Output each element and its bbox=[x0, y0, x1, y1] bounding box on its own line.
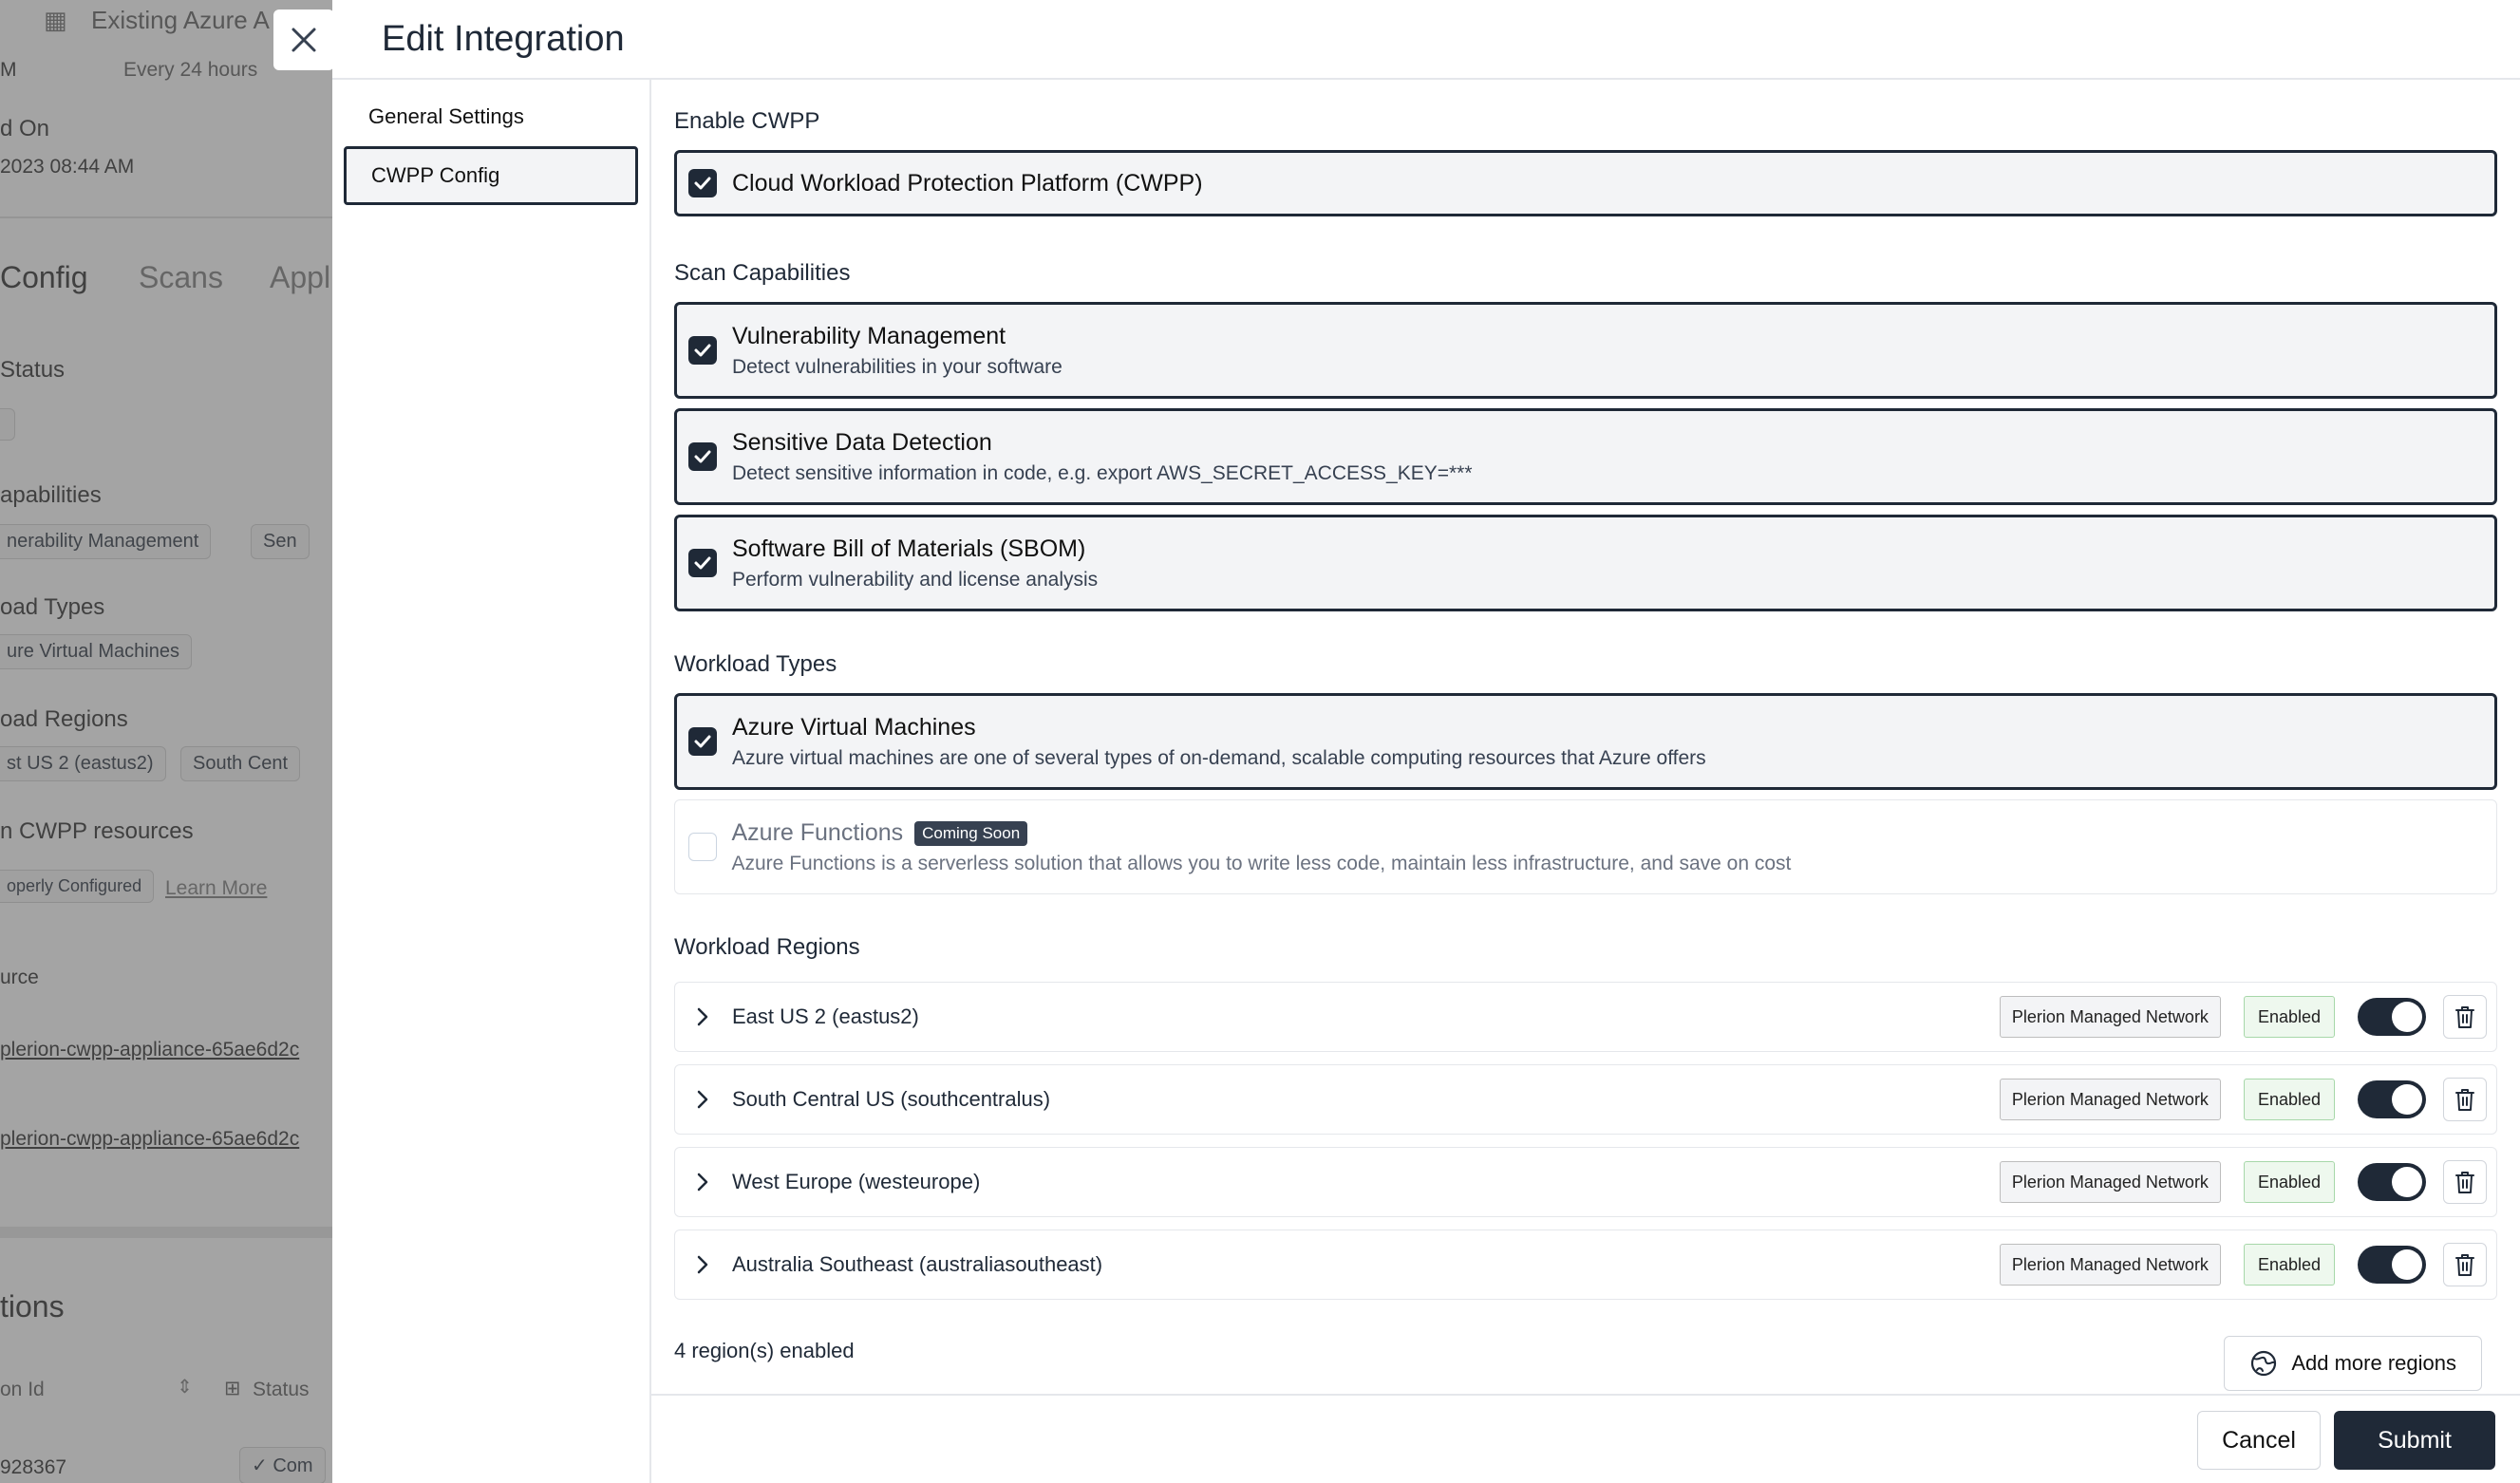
option-label: Vulnerability Management bbox=[732, 322, 1006, 349]
delete-region-button[interactable] bbox=[2443, 995, 2487, 1039]
expand-region-button[interactable] bbox=[688, 1255, 717, 1274]
expand-region-button[interactable] bbox=[688, 1007, 717, 1026]
workload-option-azure-functions bbox=[674, 799, 2497, 894]
add-more-regions-button[interactable] bbox=[2224, 1336, 2482, 1391]
trash-icon bbox=[2454, 1170, 2476, 1194]
option-description: Detect sensitive information in code, e.g. export AWS_SECRET_ACCESS_KEY=*** bbox=[732, 461, 1473, 484]
network-badge: Plerion Managed Network bbox=[2000, 1244, 2221, 1286]
option-text bbox=[732, 323, 1063, 379]
region-name: South Central US (southcentralus) bbox=[732, 1087, 1051, 1111]
nav-item-cwpp-config[interactable]: CWPP Config bbox=[344, 146, 638, 205]
chevron-right-icon bbox=[696, 1090, 709, 1109]
toggle-knob bbox=[2392, 1084, 2422, 1115]
toggle-knob bbox=[2392, 1002, 2422, 1032]
option-description: Azure Functions is a serverless solution that allows you to write less code, maintain less infrastructure, and save on cost bbox=[731, 852, 1792, 874]
region-list bbox=[674, 982, 2497, 1300]
option-text bbox=[732, 819, 1792, 875]
check-icon bbox=[693, 554, 712, 573]
option-label: Software Bill of Materials (SBOM) bbox=[732, 535, 1086, 562]
close-icon bbox=[290, 26, 318, 54]
option-label bbox=[732, 819, 1792, 847]
network-badge: Plerion Managed Network bbox=[2000, 1079, 2221, 1120]
workload-regions-title: Workload Regions bbox=[674, 934, 860, 960]
panel-footer bbox=[651, 1394, 2520, 1483]
region-toggle[interactable] bbox=[2358, 1246, 2426, 1284]
close-button[interactable] bbox=[273, 9, 334, 70]
region-row bbox=[674, 1064, 2497, 1135]
option-label: Azure Virtual Machines bbox=[732, 713, 976, 741]
edit-integration-panel bbox=[332, 0, 2520, 1483]
cancel-button[interactable]: Cancel bbox=[2197, 1411, 2321, 1470]
coming-soon-badge: Coming Soon bbox=[914, 821, 1027, 846]
workload-types-title: Workload Types bbox=[674, 651, 837, 677]
region-count: 4 region(s) enabled bbox=[674, 1339, 855, 1362]
trash-icon bbox=[2454, 1252, 2476, 1277]
status-badge: Enabled bbox=[2244, 1244, 2335, 1286]
nav-item-general-settings[interactable]: General Settings bbox=[368, 104, 524, 128]
region-name: West Europe (westeurope) bbox=[732, 1170, 981, 1193]
delete-region-button[interactable] bbox=[2443, 1243, 2487, 1286]
check-icon bbox=[693, 447, 712, 466]
region-name: East US 2 (eastus2) bbox=[732, 1004, 919, 1028]
sensitive-data-checkbox[interactable] bbox=[688, 442, 717, 471]
option-label: Sensitive Data Detection bbox=[732, 428, 992, 456]
option-text bbox=[732, 535, 1098, 591]
option-description: Azure virtual machines are one of several types of on-demand, scalable computing resources that Azure offers bbox=[732, 746, 1706, 769]
region-row bbox=[674, 982, 2497, 1052]
region-toggle[interactable] bbox=[2358, 998, 2426, 1036]
check-icon bbox=[693, 341, 712, 360]
settings-nav bbox=[332, 80, 651, 1483]
globe-icon bbox=[2249, 1349, 2278, 1378]
chevron-right-icon bbox=[696, 1007, 709, 1026]
toggle-knob bbox=[2392, 1249, 2422, 1280]
submit-button[interactable]: Submit bbox=[2334, 1411, 2495, 1470]
delete-region-button[interactable] bbox=[2443, 1078, 2487, 1121]
option-text bbox=[732, 714, 1706, 770]
option-description: Detect vulnerabilities in your software bbox=[732, 355, 1063, 378]
network-badge: Plerion Managed Network bbox=[2000, 1161, 2221, 1203]
cwpp-checkbox[interactable] bbox=[688, 169, 717, 197]
region-toggle[interactable] bbox=[2358, 1163, 2426, 1201]
modal-overlay[interactable] bbox=[0, 0, 332, 1483]
region-toggle[interactable] bbox=[2358, 1080, 2426, 1118]
check-icon bbox=[693, 174, 712, 193]
check-icon bbox=[693, 732, 712, 751]
region-row bbox=[674, 1147, 2497, 1217]
delete-region-button[interactable] bbox=[2443, 1160, 2487, 1204]
status-badge: Enabled bbox=[2244, 996, 2335, 1038]
trash-icon bbox=[2454, 1087, 2476, 1112]
azure-functions-checkbox bbox=[688, 833, 717, 861]
network-badge: Plerion Managed Network bbox=[2000, 996, 2221, 1038]
trash-icon bbox=[2454, 1004, 2476, 1029]
region-name: Australia Southeast (australiasoutheast) bbox=[732, 1252, 1103, 1276]
toggle-knob bbox=[2392, 1167, 2422, 1197]
chevron-right-icon bbox=[696, 1173, 709, 1192]
scan-option-sensitive-data-detection[interactable] bbox=[674, 408, 2497, 505]
scan-capabilities-title: Scan Capabilities bbox=[674, 260, 851, 286]
expand-region-button[interactable] bbox=[688, 1173, 717, 1192]
cwpp-option-label: Cloud Workload Protection Platform (CWPP) bbox=[732, 169, 1203, 197]
status-badge: Enabled bbox=[2244, 1079, 2335, 1120]
add-more-regions-label: Add more regions bbox=[2291, 1351, 2456, 1375]
vulnerability-checkbox[interactable] bbox=[688, 336, 717, 365]
scan-option-sbom[interactable] bbox=[674, 515, 2497, 611]
enable-cwpp-title: Enable CWPP bbox=[674, 108, 820, 134]
option-label-text: Azure Functions bbox=[731, 818, 904, 846]
page-title: Edit Integration bbox=[382, 18, 625, 59]
option-description: Perform vulnerability and license analysis bbox=[732, 568, 1099, 591]
panel-header bbox=[332, 0, 2520, 80]
option-text bbox=[732, 429, 1473, 485]
cwpp-config-content bbox=[651, 80, 2520, 1394]
background-page bbox=[0, 0, 332, 1483]
workload-option-azure-virtual-machines[interactable] bbox=[674, 693, 2497, 790]
cwpp-option[interactable] bbox=[674, 150, 2497, 216]
expand-region-button[interactable] bbox=[688, 1090, 717, 1109]
scan-option-vulnerability-management[interactable] bbox=[674, 302, 2497, 399]
status-badge: Enabled bbox=[2244, 1161, 2335, 1203]
sbom-checkbox[interactable] bbox=[688, 549, 717, 577]
chevron-right-icon bbox=[696, 1255, 709, 1274]
azure-vm-checkbox[interactable] bbox=[688, 727, 717, 756]
region-row bbox=[674, 1230, 2497, 1300]
